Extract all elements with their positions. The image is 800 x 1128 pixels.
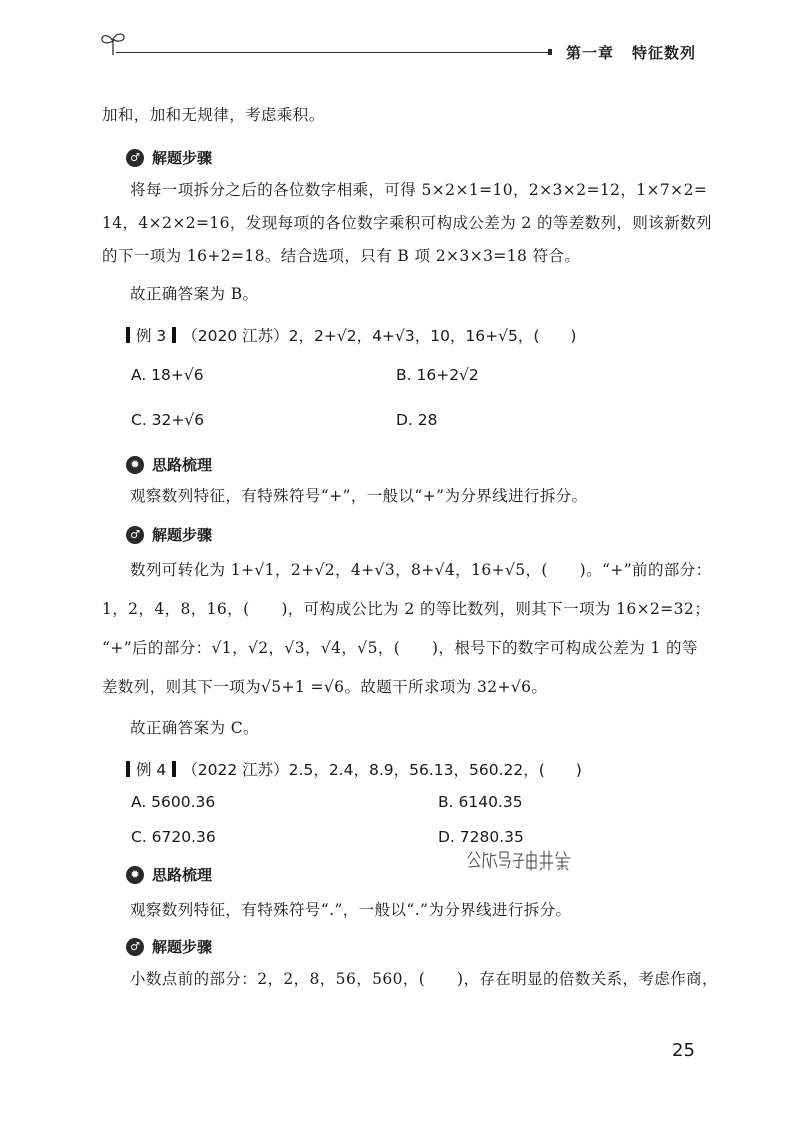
heading-text: 解题步骤	[152, 938, 213, 956]
steps-icon: ♂	[126, 149, 144, 167]
heading-text: 解题步骤	[152, 526, 213, 544]
example-3-question	[126, 324, 576, 346]
steps-icon: ♂	[126, 526, 144, 544]
paragraph-line: “+”后的部分：√1，√2，√3，√4，√5，( )，根号下的数字可构成公差为 1 的等	[102, 639, 698, 657]
section-heading	[126, 864, 212, 885]
option-c: C. 32+√6	[131, 411, 205, 429]
header-rule	[116, 52, 550, 53]
handwritten-watermark	[466, 846, 581, 874]
option-a: A. 18+√6	[131, 366, 204, 384]
option-c: C. 6720.36	[131, 828, 216, 846]
header-rule-tick	[548, 49, 552, 55]
idea-icon: ✹	[126, 456, 144, 474]
idea-icon: ✹	[126, 866, 144, 884]
chapter-header	[566, 42, 696, 63]
example-text: （2020 江苏）2，2+√2，4+√3，10，16+√5，( )	[182, 327, 577, 345]
example-text: （2022 江苏）2.5，2.4，8.9，56.13，560.22，( )	[182, 761, 582, 779]
option-d: D. 28	[396, 411, 438, 429]
chapter-number: 第一章	[566, 44, 615, 62]
chapter-title: 特征数列	[632, 44, 697, 62]
paragraph-line: 1，2，4，8，16，( )，可构成公比为 2 的等比数列，则其下一项为 16×2=32；	[102, 600, 711, 618]
heading-text: 思路梳理	[152, 456, 213, 474]
paragraph-line: 加和，加和无规律，考虑乘积。	[102, 106, 325, 124]
option-a: A. 5600.36	[131, 793, 216, 811]
paragraph-line: 观察数列特征，有特殊符号“.”，一般以“.”为分界线进行拆分。	[130, 901, 572, 919]
steps-icon: ♂	[126, 938, 144, 956]
paragraph-line: 数列可转化为 1+√1，2+√2，4+√3，8+√4，16+√5，( )。“+”前的部分：	[130, 561, 712, 579]
page-number: 25	[672, 1040, 695, 1061]
paragraph-line: 故正确答案为 B。	[130, 285, 259, 303]
option-b: B. 16+2√2	[396, 366, 479, 384]
section-heading	[126, 524, 212, 545]
heading-text: 解题步骤	[152, 149, 213, 167]
heading-text: 思路梳理	[152, 866, 213, 884]
example-label: 例 4	[136, 761, 167, 779]
section-heading	[126, 454, 212, 475]
paragraph-line: 小数点前的部分：2，2，8，56，560，( )，存在明显的倍数关系，考虑作商，	[130, 970, 718, 988]
paragraph-line: 故正确答案为 C。	[130, 719, 259, 737]
paragraph-line: 14，4×2×2=16，发现每项的各位数字乘积可构成公差为 2 的等差数列，则该新数列	[102, 214, 712, 232]
paragraph-line: 将每一项拆分之后的各位数字相乘，可得 5×2×1=10，2×3×2=12，1×7×2=	[130, 181, 708, 199]
option-d: D. 7280.35	[438, 828, 524, 846]
example-4-question	[126, 758, 582, 780]
option-b: B. 6140.35	[438, 793, 523, 811]
section-heading	[126, 936, 212, 957]
section-heading	[126, 147, 212, 168]
paragraph-line: 差数列，则其下一项为√5+1 =√6。故题干所求项为 32+√6。	[102, 678, 548, 696]
example-label: 例 3	[136, 327, 167, 345]
paragraph-line: 观察数列特征，有特殊符号“+”，一般以“+”为分界线进行拆分。	[130, 487, 588, 505]
paragraph-line: 的下一项为 16+2=18。结合选项，只有 B 项 2×3×3=18 符合。	[102, 247, 581, 265]
